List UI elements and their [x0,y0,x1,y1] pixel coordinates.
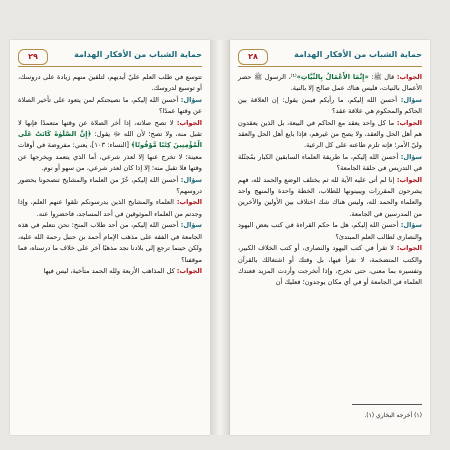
paragraph-text: أحسن الله إليكم، هل ما حكم القراءة في كتب بعض اليهود والنصارى لطالب العلم المبتدئ؟ [238,221,422,241]
paragraph [238,72,422,95]
paragraph [18,197,202,220]
book-gutter [210,40,230,435]
scripture-quote: «إِنَّمَا الأَعْمَالُ بِالنِّيَّاتِ» [296,73,369,81]
question-label: سؤال: [400,152,422,161]
paragraph [18,175,202,198]
left-page [10,40,210,435]
paragraph [18,95,202,118]
answer-label: الجواب: [396,118,422,127]
right-page-body [238,72,422,289]
right-running-title: حماية الشباب من الأفكار الهدامة [294,50,422,59]
paragraph [238,243,422,289]
paragraph-text: لا تقرأ في كتب اليهود والنصارى، أو كتب الخلاف الكبير، والكتب المتضخمة، لا تقرأ فيها، بل وقتك أو اشتغالك بالقرآن وتفسيره بما معنى، حتى تخرج، وإذا أتخرجت وأردت المزيد فعندك العلماء في الجامعة أو في أي مكان يوجدون؛ فعليك أن [238,244,422,287]
paragraph-text: أحسن الله إليكم، ما نصيحتكم لمن يتعود على تأخير الصلاة عن وقتها عمدًا؟ [18,95,202,116]
paragraph-text: العلماء والمشايخ الذين يدرسونكم تلقوا عنهم العلم، وإذا وجدتم من العلماء الموثوقين في أحد المساجد، فاحضروا عنه. [18,198,202,218]
question-label: سؤال: [180,175,202,184]
paragraph [18,72,202,95]
paragraph-text: قال ﷺ: [368,73,397,81]
paragraph [238,220,422,243]
paragraph-text: أحسن الله إليكم، ما طريقة العلماء السابقين الكبار بمُجنّلة في التدريس في حلقة الجامعة؟ [238,152,422,173]
paragraph-text: أحسن الله إليكم، حُرّ من العلماء والمشايخ تنصحونا بحضور دروسهم؟ [18,175,202,196]
left-page-header [18,48,202,67]
paragraph [238,95,422,118]
answer-label: الجواب: [396,73,423,81]
right-page [230,40,430,435]
footnote-rule [352,404,422,405]
question-label: سؤال: [180,221,202,230]
question-label: سؤال: [400,221,422,230]
left-page-number: ٢٩ [18,49,48,65]
paragraph-text: تتوسع في طلب العلم عليّ أيديهم، لتلقين منهم زيادة على دروسك، أو توسيع لدروسك. [18,73,202,93]
paragraph-text-continued: [النساء: ١٠٣]، يعني: مفروضة في أوقات معينة؛ لا تخرج عنها إلا لعذر شرعي، أما الذي يتعمد ويخرجها عن وقتها فلا تقبل منه؛ إلا إذا كان لعذر شرعي، من سهو أو نوم. [18,141,202,173]
paragraph-text: إنا لم أتى عليه الآية لله ثم يختلف الوضع والحمد لله، فهم يشرحون المقررات ويبينونها للطلاب، الخطة واحدة والمنهج واحد والعلماء والحمد لله، وليس هناك شك اختلاف بين الأولين والآخرين من المدرسين في الجامعة. [238,175,422,218]
paragraph [238,152,422,175]
paragraph [18,118,202,175]
answer-label: الجواب: [176,118,202,127]
paragraph [18,266,202,277]
right-page-number: ٢٨ [238,49,268,65]
paragraph [238,175,422,221]
left-running-title: حماية الشباب من الأفكار الهدامة [74,50,202,59]
paragraph-text: أحسن الله إليكم، من أحد طلاب المنح: نحن نتعلم في هذه الجامعة في الفقه على مذهب الإمام أحمد بن حنبل رحمة الله عليه، ولكن حينما ترجع إلى بلادنا نجد مذهبًا آخر على خلاف ما درسناه، فما موقفنا؟ [18,221,202,264]
paragraph-text: لا تصح صلاته، إذا أخر الصلاة عن وقتها متعمدًا فإنها لا تقبل منه، ولا تصح؛ لأن الله ﷻ يقول: [18,118,202,139]
answer-label: الجواب: [176,266,202,275]
paragraph-text: ما كل واحد يعقد مع الحاكم في البيعة، بل الذين يعقدون هم أهل الحل والعقد، ولا يصح من غيرهم، فإذا بايع أهل الحل والعقد وليّ الأمر؛ فإنه تلزم طاعته على كل الرعية. [238,118,422,150]
answer-label: الجواب: [176,198,202,207]
paragraph [18,220,202,266]
answer-label: الجواب: [396,175,422,184]
paragraph-text-continued: ⁽¹⁾، الرسول ﷺ حصر الأعمال بالنيات، فليس هناك عمل صالح إلا بالنية. [238,73,422,93]
answer-label: الجواب: [396,244,422,253]
question-label: سؤال: [180,95,202,104]
left-page-body [18,72,202,277]
paragraph-text: كل المذاهب الأربعة ولله الحمد متآخية، ليس فيها [43,266,177,275]
paragraph-text: أحسن الله إليكم، ما رأيكم فيمن يقول: إن العلاقة بين الحاكم والمحكوم هي علاقة عقد؟ [238,95,422,116]
scripture-quote: ﴿إِنَّ الصَّلَوٰةَ كَانَتْ عَلَى الْمُؤْمِنِينَ كِتَٰبًا مَّوْقُوتًا﴾ [18,130,202,150]
right-page-header [238,48,422,67]
question-label: سؤال: [400,95,422,104]
paragraph [238,118,422,152]
footnote: (١) أخرجه البخاري (١). [364,412,422,419]
